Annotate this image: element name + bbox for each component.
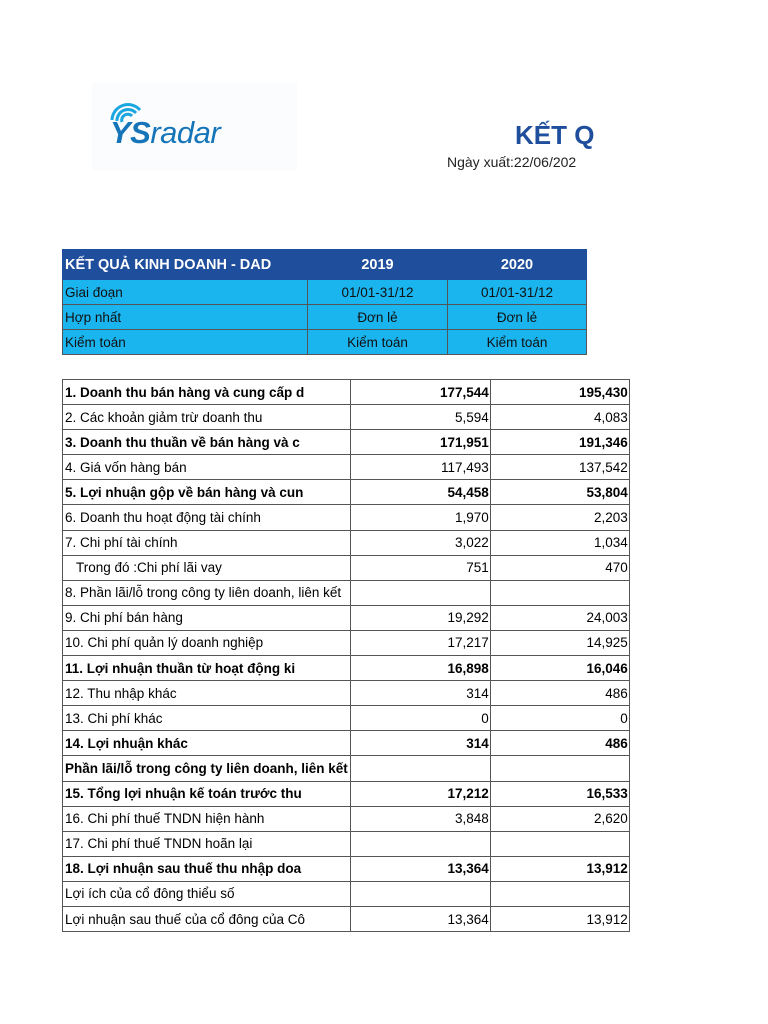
value-2020: 2,203 <box>490 505 629 530</box>
value-2019: 0 <box>350 706 490 731</box>
value-2020: 24,003 <box>490 605 629 630</box>
value-2019: 3,022 <box>350 530 490 555</box>
value-2020 <box>490 831 629 856</box>
table-row <box>63 881 630 906</box>
info-label: Kiểm toán <box>63 330 308 355</box>
income-statement-table <box>62 379 630 932</box>
table-row <box>63 856 630 881</box>
value-2020: 486 <box>490 731 629 756</box>
info-row-consolidation <box>63 305 587 330</box>
company-logo <box>92 82 297 170</box>
value-2020: 1,034 <box>490 530 629 555</box>
value-2020 <box>490 881 629 906</box>
value-2019: 17,212 <box>350 781 490 806</box>
value-2020: 13,912 <box>490 856 629 881</box>
table-row <box>63 656 630 681</box>
value-2019: 16,898 <box>350 656 490 681</box>
logo-wordmark: YSradar <box>110 115 221 150</box>
summary-title: KẾT QUẢ KINH DOANH - DAD <box>63 250 308 280</box>
value-2020 <box>490 756 629 781</box>
table-row <box>63 605 630 630</box>
value-2020 <box>490 580 629 605</box>
table-row <box>63 455 630 480</box>
row-label: 18. Lợi nhuận sau thuế thu nhập doa <box>63 856 351 881</box>
table-row <box>63 480 630 505</box>
row-label: 16. Chi phí thuế TNDN hiện hành <box>63 806 351 831</box>
table-row <box>63 555 630 580</box>
table-row <box>63 806 630 831</box>
table-row <box>63 380 630 405</box>
table-row <box>63 405 630 430</box>
value-2020: 470 <box>490 555 629 580</box>
row-label: 8. Phần lãi/lỗ trong công ty liên doanh, liên kết <box>63 580 351 605</box>
export-date: Ngày xuất:22/06/202 <box>447 154 577 170</box>
year-2019-header: 2019 <box>308 250 448 280</box>
value-2020: 191,346 <box>490 430 629 455</box>
row-label: 3. Doanh thu thuần về bán hàng và c <box>63 430 351 455</box>
info-value-2019: 01/01-31/12 <box>308 280 448 305</box>
value-2020: 13,912 <box>490 906 629 931</box>
value-2019: 177,544 <box>350 380 490 405</box>
value-2019: 3,848 <box>350 806 490 831</box>
value-2019: 17,217 <box>350 630 490 655</box>
report-title: KẾT Q <box>515 120 595 150</box>
year-2020-header: 2020 <box>448 250 587 280</box>
row-label: 15. Tổng lợi nhuận kế toán trước thu <box>63 781 351 806</box>
row-label: 10. Chi phí quản lý doanh nghiệp <box>63 630 351 655</box>
value-2020: 16,533 <box>490 781 629 806</box>
info-label: Hợp nhất <box>63 305 308 330</box>
value-2020: 2,620 <box>490 806 629 831</box>
row-label: 5. Lợi nhuận gộp về bán hàng và cun <box>63 480 351 505</box>
value-2020: 14,925 <box>490 630 629 655</box>
row-label: 4. Giá vốn hàng bán <box>63 455 351 480</box>
value-2019: 1,970 <box>350 505 490 530</box>
info-value-2020: Kiểm toán <box>448 330 587 355</box>
row-label: 2. Các khoản giảm trừ doanh thu <box>63 405 351 430</box>
info-value-2019: Đơn lẻ <box>308 305 448 330</box>
info-row-audit <box>63 330 587 355</box>
table-row <box>63 706 630 731</box>
row-label: 12. Thu nhập khác <box>63 681 351 706</box>
table-row <box>63 681 630 706</box>
row-label: 1. Doanh thu bán hàng và cung cấp d <box>63 380 351 405</box>
row-label: 17. Chi phí thuế TNDN hoãn lại <box>63 831 351 856</box>
row-label: Phần lãi/lỗ trong công ty liên doanh, liên kết <box>63 756 351 781</box>
value-2019: 19,292 <box>350 605 490 630</box>
info-value-2019: Kiểm toán <box>308 330 448 355</box>
info-label: Giai đoạn <box>63 280 308 305</box>
value-2020: 53,804 <box>490 480 629 505</box>
table-row <box>63 580 630 605</box>
table-row <box>63 430 630 455</box>
value-2020: 16,046 <box>490 656 629 681</box>
value-2020: 137,542 <box>490 455 629 480</box>
value-2019: 5,594 <box>350 405 490 430</box>
value-2019: 314 <box>350 681 490 706</box>
summary-title-row <box>63 250 587 280</box>
row-label: 7. Chi phí tài chính <box>63 530 351 555</box>
table-row <box>63 781 630 806</box>
value-2019: 751 <box>350 555 490 580</box>
value-2019: 13,364 <box>350 906 490 931</box>
info-value-2020: Đơn lẻ <box>448 305 587 330</box>
table-row <box>63 756 630 781</box>
row-label: 13. Chi phí khác <box>63 706 351 731</box>
row-label: 11. Lợi nhuận thuần từ hoạt động ki <box>63 656 351 681</box>
value-2019: 13,364 <box>350 856 490 881</box>
table-row <box>63 630 630 655</box>
row-label: Lợi ích của cổ đông thiểu số <box>63 881 351 906</box>
table-row <box>63 906 630 931</box>
value-2019 <box>350 881 490 906</box>
value-2020: 195,430 <box>490 380 629 405</box>
row-label: Trong đó :Chi phí lãi vay <box>63 555 351 580</box>
value-2020: 4,083 <box>490 405 629 430</box>
table-row <box>63 505 630 530</box>
table-row <box>63 731 630 756</box>
value-2019: 117,493 <box>350 455 490 480</box>
value-2020: 0 <box>490 706 629 731</box>
row-label: 9. Chi phí bán hàng <box>63 605 351 630</box>
table-row <box>63 831 630 856</box>
row-label: 14. Lợi nhuận khác <box>63 731 351 756</box>
summary-header-table <box>62 249 587 355</box>
value-2020: 486 <box>490 681 629 706</box>
value-2019 <box>350 756 490 781</box>
info-value-2020: 01/01-31/12 <box>448 280 587 305</box>
table-row <box>63 530 630 555</box>
value-2019: 54,458 <box>350 480 490 505</box>
value-2019: 314 <box>350 731 490 756</box>
row-label: 6. Doanh thu hoạt động tài chính <box>63 505 351 530</box>
value-2019: 171,951 <box>350 430 490 455</box>
value-2019 <box>350 580 490 605</box>
row-label: Lợi nhuận sau thuế của cổ đông của Cô <box>63 906 351 931</box>
info-row-period <box>63 280 587 305</box>
value-2019 <box>350 831 490 856</box>
